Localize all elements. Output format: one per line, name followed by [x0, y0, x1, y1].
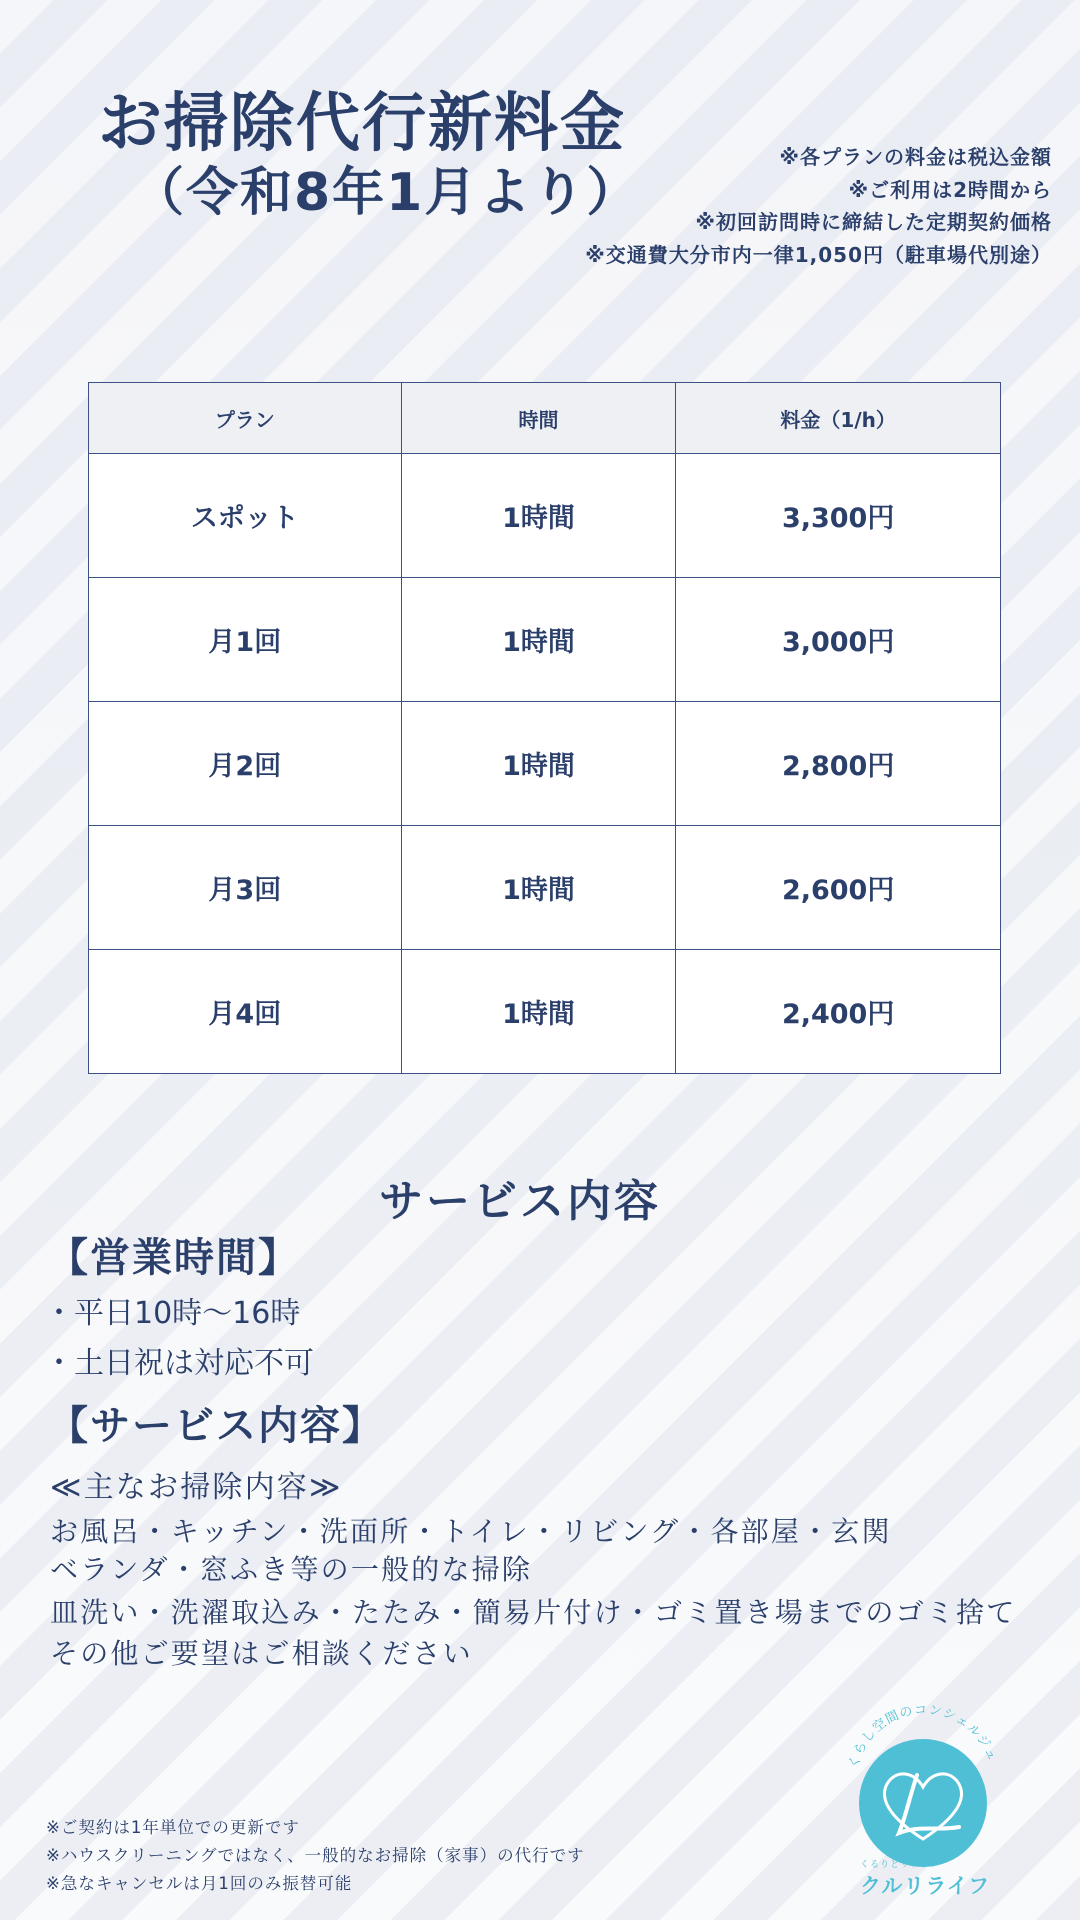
service-line: お風呂・キッチン・洗面所・トイレ・リビング・各部屋・玄関 — [50, 1515, 892, 1548]
price-cell: 2,600円 — [676, 826, 1001, 950]
logo-name: クルリライフ — [860, 1874, 991, 1898]
footer-note: ※ハウスクリーニングではなく、一般的なお掃除（家事）の代行です — [46, 1846, 585, 1865]
time-cell: 1時間 — [401, 454, 676, 578]
plan-cell: 月1回 — [89, 578, 402, 702]
brand-logo — [842, 1700, 1012, 1900]
column-header-price: 料金（1/h） — [676, 383, 1001, 454]
price-table — [88, 382, 1001, 1074]
plan-cell: 月4回 — [89, 950, 402, 1074]
table-row — [89, 950, 1001, 1074]
pricing-note: ※初回訪問時に締結した定期契約価格 — [695, 210, 1052, 234]
service-line: その他ご要望はご相談ください — [50, 1637, 473, 1670]
plan-cell: 月2回 — [89, 702, 402, 826]
pricing-notes — [585, 141, 1052, 271]
business-hours-item: ・平日10時〜16時 — [44, 1296, 301, 1331]
table-row — [89, 578, 1001, 702]
price-cell: 2,400円 — [676, 950, 1001, 1074]
pricing-note: ※交通費大分市内一律1,050円（駐車場代別途） — [585, 242, 1052, 267]
page-subtitle: （令和8年1月より） — [132, 163, 641, 223]
business-hours-item: ・土日祝は対応不可 — [44, 1346, 314, 1381]
heart-l-icon — [859, 1739, 987, 1867]
plan-cell: 月3回 — [89, 826, 402, 950]
table-row — [89, 454, 1001, 578]
time-cell: 1時間 — [401, 826, 676, 950]
logo-arc-label: くらし空間のコンシェルジュ — [846, 1702, 1000, 1771]
pricing-note: ※ご利用は2時間から — [848, 177, 1052, 202]
logo-tagline: くるりとリライフ — [860, 1860, 940, 1870]
column-header-plan: プラン — [89, 383, 402, 454]
time-cell: 1時間 — [401, 578, 676, 702]
table-header-row — [89, 383, 1001, 454]
service-line: ベランダ・窓ふき等の一般的な掃除 — [50, 1553, 533, 1586]
price-cell: 2,800円 — [676, 702, 1001, 826]
main-cleaning-heading: ≪主なお掃除内容≫ — [50, 1470, 343, 1505]
pricing-note: ※各プランの料金は税込金額 — [779, 145, 1052, 169]
table-row — [89, 826, 1001, 950]
service-line: 皿洗い・洗濯取込み・たたみ・簡易片付け・ゴミ置き場までのゴミ捨て — [50, 1596, 1017, 1629]
plan-cell: スポット — [89, 454, 402, 578]
logo-circle — [859, 1739, 987, 1867]
service-section-title: サービス内容 — [379, 1176, 661, 1227]
service-content-heading: 【サービス内容】 — [48, 1403, 384, 1449]
price-cell: 3,000円 — [676, 578, 1001, 702]
time-cell: 1時間 — [401, 702, 676, 826]
column-header-time: 時間 — [401, 383, 676, 454]
page-title: お掃除代行新料金 — [98, 87, 626, 161]
time-cell: 1時間 — [401, 950, 676, 1074]
table-row — [89, 702, 1001, 826]
footer-note: ※ご契約は1年単位での更新です — [46, 1818, 300, 1837]
footer-note: ※急なキャンセルは月1回のみ振替可能 — [46, 1874, 353, 1893]
price-cell: 3,300円 — [676, 454, 1001, 578]
business-hours-heading: 【営業時間】 — [48, 1235, 300, 1281]
